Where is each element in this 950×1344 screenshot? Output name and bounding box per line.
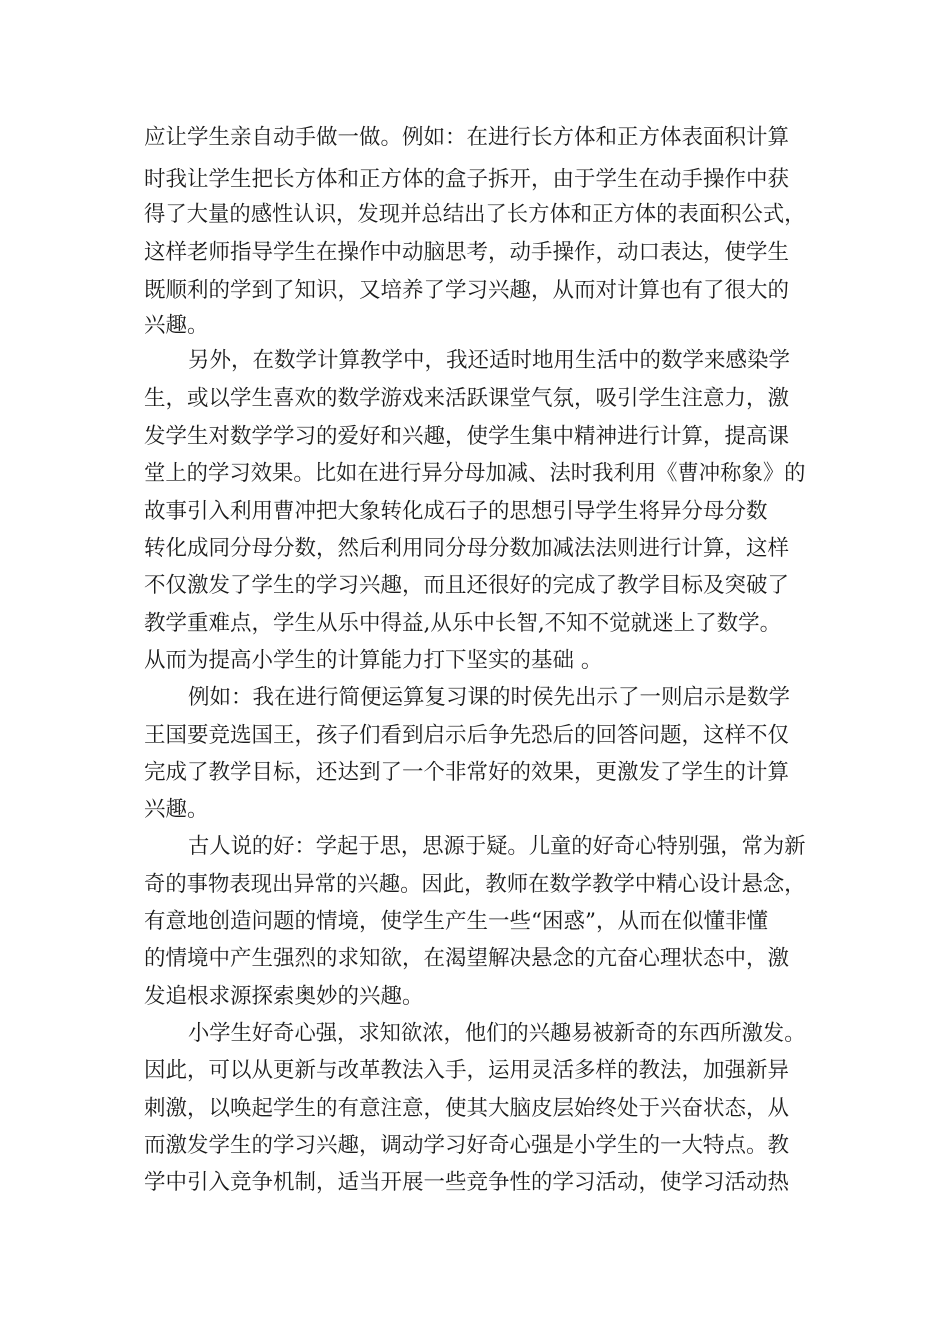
- text-line: 例如：我在进行简便运算复习课的时侯先出示了一则启示是数学: [188, 685, 791, 710]
- text-line: 刺激，以唤起学生的有意注意，使其大脑皮层始终处于兴奋状态，从: [144, 1096, 790, 1121]
- text-line: 奇的事物表现出异常的兴趣。因此，教师在数学教学中精心设计悬念，: [144, 872, 806, 897]
- text-line: 发追根求源探索奥妙的兴趣。: [144, 984, 424, 1009]
- text-line: 堂上的学习效果。比如在进行异分母加减、法时我利用《曹冲称象》的: [144, 461, 806, 486]
- text-line: 兴趣。: [144, 797, 209, 822]
- text-line: 应让学生亲自动手做一做。例如：在进行长方体和正方体表面积计算: [144, 125, 790, 150]
- text-line: 小学生好奇心强，求知欲浓，他们的兴趣易被新奇的东西所激发。: [188, 1021, 806, 1046]
- text-line: 发学生对数学学习的爱好和兴趣，使学生集中精神进行计算，提高课: [144, 424, 790, 449]
- text-line: 既顺利的学到了知识，又培养了学习兴趣，从而对计算也有了很大的: [144, 278, 790, 303]
- text-line: 故事引入利用曹冲把大象转化成石子的思想引导学生将异分母分数: [144, 499, 768, 524]
- text-line: 时我让学生把长方体和正方体的盒子拆开，由于学生在动手操作中获: [144, 167, 790, 192]
- text-line: 从而为提高小学生的计算能力打下坚实的基础 。: [144, 648, 603, 673]
- text-line: 的情境中产生强烈的求知欲，在渴望解决悬念的亢奋心理状态中，激: [144, 946, 790, 971]
- text-line: 这样老师指导学生在操作中动脑思考，动手操作，动口表达，使学生: [144, 240, 790, 265]
- text-line: 生，或以学生喜欢的数学游戏来活跃课堂气氛，吸引学生注意力，激: [144, 386, 790, 411]
- text-line: 有意地创造问题的情境，使学生产生一些“困惑”，从而在似懂非懂: [144, 909, 768, 934]
- text-line: 转化成同分母分数，然后利用同分母分数加减法法则进行计算，这样: [144, 536, 790, 561]
- text-line: 因此，可以从更新与改革教法入手，运用灵活多样的教法，加强新异: [144, 1058, 790, 1083]
- text-line: 学中引入竞争机制，适当开展一些竞争性的学习活动，使学习活动热: [144, 1170, 790, 1195]
- text-line: 古人说的好：学起于思，思源于疑。儿童的好奇心特别强，常为新: [188, 834, 806, 859]
- text-line: 完成了教学目标，还达到了一个非常好的效果，更激发了学生的计算: [144, 760, 790, 785]
- text-line: 得了大量的感性认识，发现并总结出了长方体和正方体的表面积公式，: [144, 202, 806, 227]
- text-line: 兴趣。: [144, 313, 209, 338]
- text-line: 而激发学生的学习兴趣，调动学习好奇心强是小学生的一大特点。教: [144, 1133, 790, 1158]
- text-line: 教学重难点，学生从乐中得益,从乐中长智,不知不觉就迷上了数学。: [144, 611, 782, 636]
- text-line: 王国要竞选国王，孩子们看到启示后争先恐后的回答问题，这样不仅: [144, 723, 790, 748]
- text-line: 不仅激发了学生的学习兴趣，而且还很好的完成了教学目标及突破了: [144, 573, 790, 598]
- text-line: 另外，在数学计算教学中，我还适时地用生活中的数学来感染学: [188, 348, 791, 373]
